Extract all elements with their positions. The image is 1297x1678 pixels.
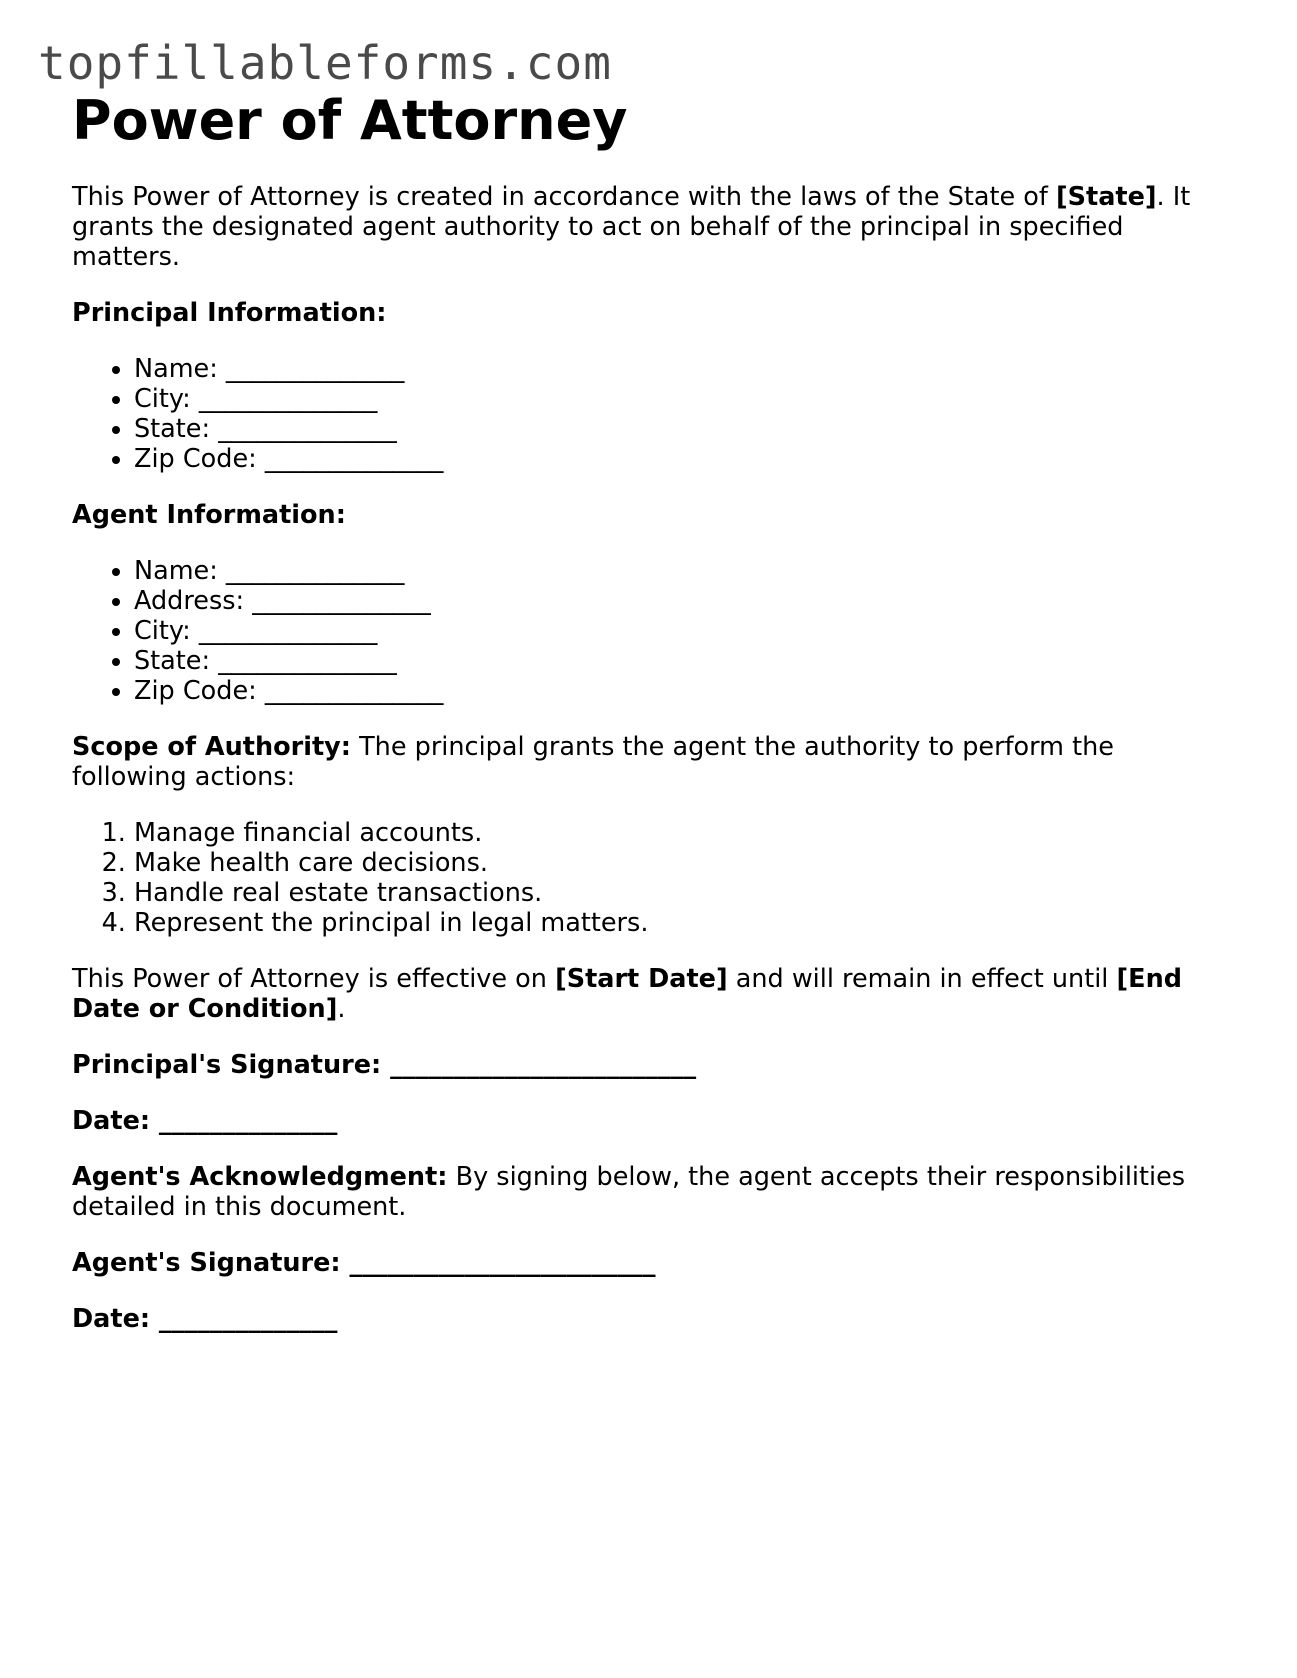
intro-paragraph	[72, 182, 1212, 272]
acknowledgment-text: By signing below, the agent accepts their responsibilities detailed in this document.	[72, 1162, 1186, 1223]
principal-signature-label: Principal's Signature: ________________________	[72, 1050, 697, 1081]
scope-action-item: 4. Represent the principal in legal matters.	[134, 908, 1212, 938]
intro-text-after: . It grants the designated agent authority to act on behalf of the principal in specified matters.	[72, 182, 1191, 273]
agent-address-field: • Address: ______________	[134, 586, 1212, 616]
agent-name-field: • Name: ______________	[134, 556, 1212, 586]
principal-name-field: • Name: ______________	[134, 354, 1212, 384]
effective-text-after: .	[337, 994, 346, 1025]
principal-info-heading: Principal Information:	[72, 298, 387, 329]
effective-text-before: This Power of Attorney is effective on	[72, 964, 556, 995]
acknowledgment-label: Agent's Acknowledgment:	[72, 1162, 448, 1193]
scope-action-item: 2. Make health care decisions.	[134, 848, 1212, 878]
principal-state-field: • State: ______________	[134, 414, 1212, 444]
agent-info-list	[72, 556, 1212, 706]
acknowledgment-paragraph	[72, 1162, 1212, 1222]
agent-state-field: • State: ______________	[134, 646, 1212, 676]
effective-text-middle: and will remain in effect until	[727, 964, 1117, 995]
agent-date-line	[72, 1304, 1212, 1334]
scope-action-item: 3. Handle real estate transactions.	[134, 878, 1212, 908]
end-date-placeholder: [End Date or Condition]	[72, 964, 1182, 1025]
agent-city-field: • City: ______________	[134, 616, 1212, 646]
scope-label: Scope of Authority:	[72, 732, 351, 763]
intro-text-before: This Power of Attorney is created in accordance with the laws of the State of	[72, 182, 1056, 213]
scope-actions-list	[72, 818, 1212, 938]
page-title: Power of Attorney	[72, 89, 628, 152]
agent-signature-line	[72, 1248, 1212, 1278]
principal-signature-line	[72, 1050, 1212, 1080]
scope-text: The principal grants the agent the authority to perform the following actions:	[72, 732, 1114, 793]
agent-date-label: Date: ______________	[72, 1304, 338, 1335]
principal-city-field: • City: ______________	[134, 384, 1212, 414]
document-page	[72, 90, 1212, 1334]
state-placeholder: [State]	[1055, 182, 1157, 213]
agent-signature-label: Agent's Signature: ________________________	[72, 1248, 656, 1279]
principal-date-label: Date: ______________	[72, 1106, 338, 1137]
principal-zip-field: • Zip Code: ______________	[134, 444, 1212, 474]
agent-zip-field: • Zip Code: ______________	[134, 676, 1212, 706]
principal-date-line	[72, 1106, 1212, 1136]
start-date-placeholder: [Start Date]	[555, 964, 728, 995]
effective-paragraph	[72, 964, 1212, 1024]
watermark: topfillableforms.com	[38, 36, 612, 90]
principal-info-list	[72, 354, 1212, 474]
scope-paragraph	[72, 732, 1212, 792]
scope-action-item: 1. Manage financial accounts.	[134, 818, 1212, 848]
agent-info-heading: Agent Information:	[72, 500, 346, 531]
